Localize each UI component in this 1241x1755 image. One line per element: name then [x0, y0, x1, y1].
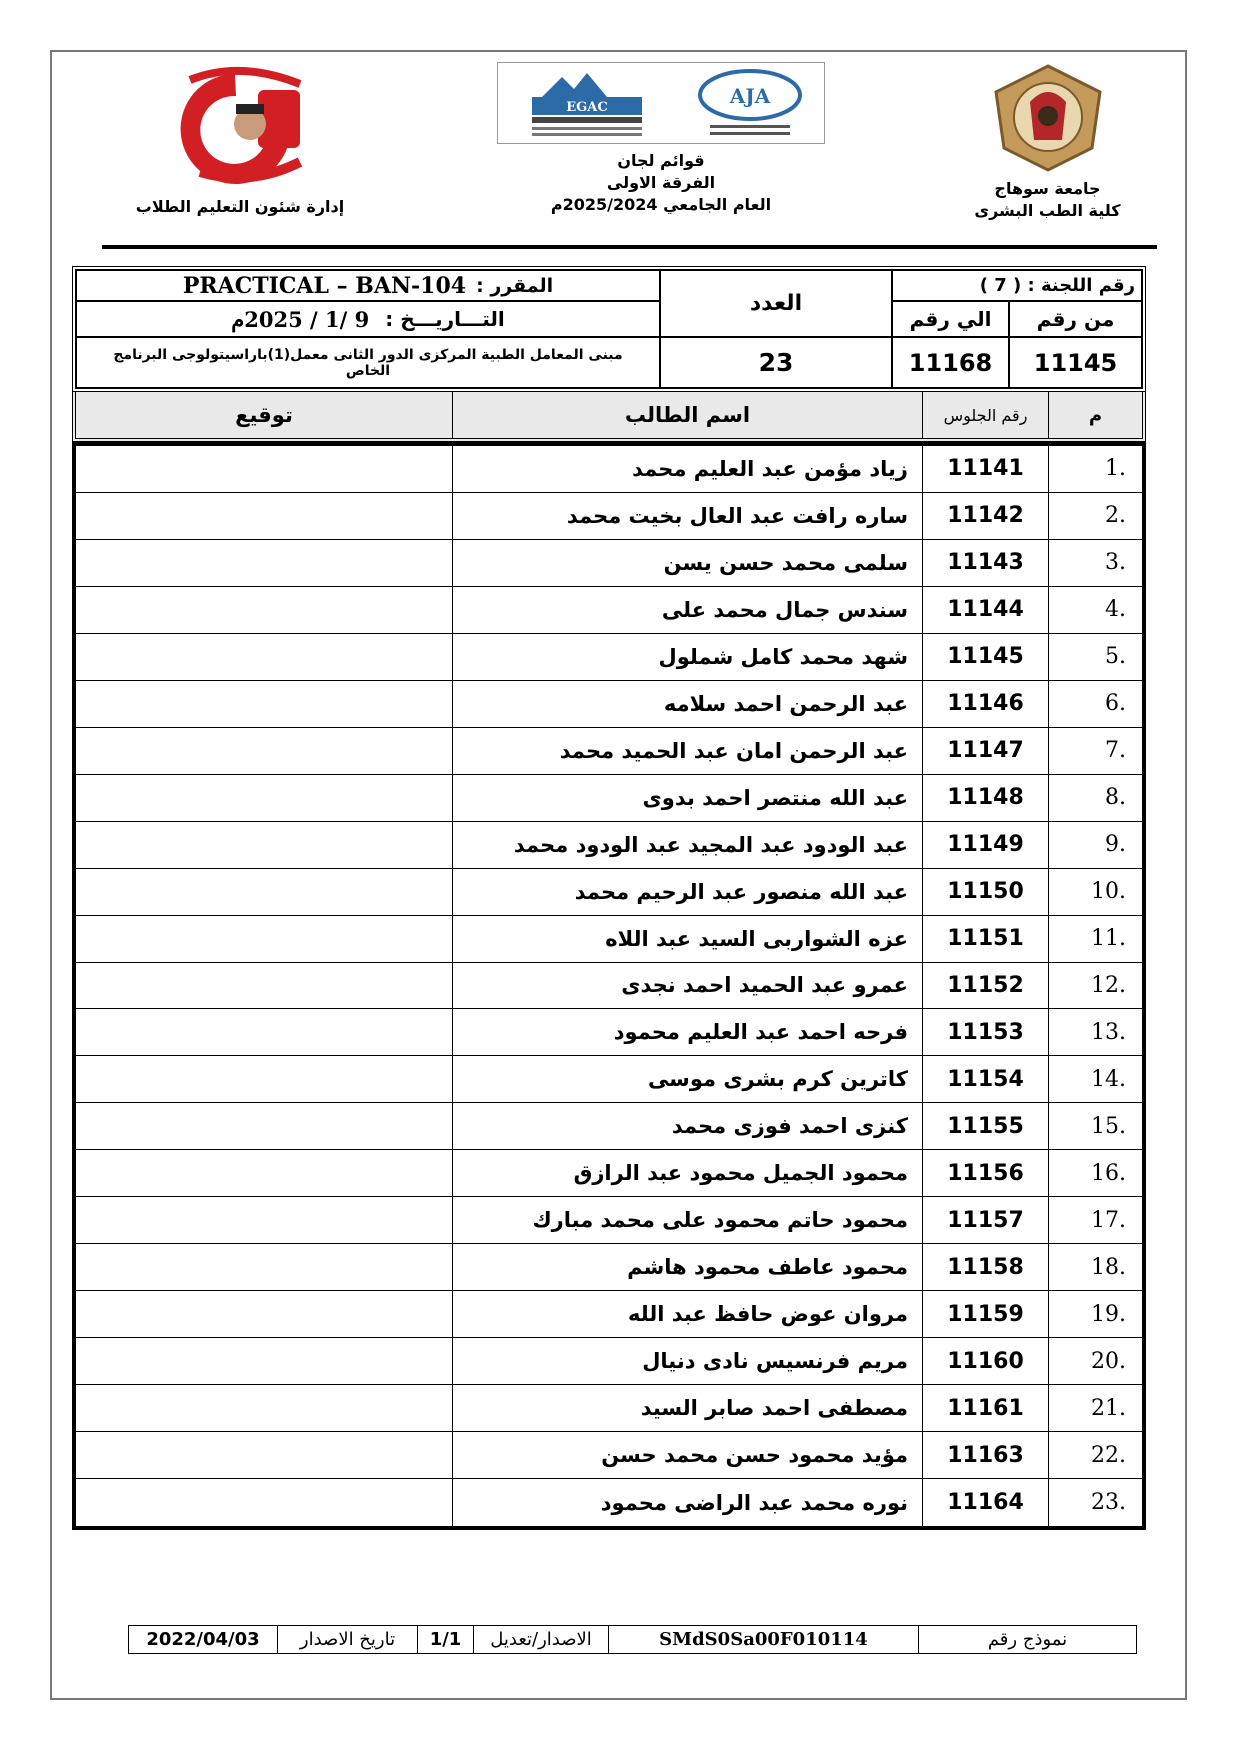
student-name: مروان عوض حافظ عبد الله — [453, 1291, 923, 1337]
row-index: 4. — [1105, 597, 1126, 623]
course-cell — [76, 270, 660, 301]
seat-number: 11149 — [923, 822, 1049, 868]
signature-cell[interactable] — [76, 775, 453, 821]
header-signature: توقيع — [76, 392, 453, 438]
seat-number: 11154 — [923, 1056, 1049, 1102]
table-row — [76, 869, 1142, 916]
header-line-2: الفرقة الاولى — [606, 173, 716, 192]
university-seal-icon — [988, 62, 1108, 174]
faculty-name: كلية الطب البشرى — [974, 201, 1121, 220]
table-row — [76, 1432, 1142, 1479]
header-seat-number: رقم الجلوس — [923, 392, 1049, 438]
signature-cell[interactable] — [76, 1197, 453, 1243]
to-value: 11168 — [892, 337, 1009, 388]
row-index: 6. — [1105, 691, 1126, 717]
signature-cell[interactable] — [76, 822, 453, 868]
row-index: 16. — [1091, 1160, 1126, 1186]
signature-cell[interactable] — [76, 1479, 453, 1526]
signature-cell[interactable] — [76, 1244, 453, 1290]
seat-number: 11158 — [923, 1244, 1049, 1290]
row-index: 3. — [1105, 550, 1126, 576]
row-index: 13. — [1091, 1019, 1126, 1045]
signature-cell[interactable] — [76, 681, 453, 727]
seat-number: 11155 — [923, 1103, 1049, 1149]
row-index: 22. — [1091, 1442, 1126, 1468]
row-index: 5. — [1105, 644, 1126, 670]
exam-location: مبنى المعامل الطبية المركزى الدور الثانى معمل(1)باراسيتولوجى البرنامج الخاص — [76, 337, 660, 388]
signature-cell[interactable] — [76, 634, 453, 680]
seat-number: 11161 — [923, 1385, 1049, 1431]
seat-number: 11152 — [923, 963, 1049, 1009]
seat-number: 11151 — [923, 916, 1049, 962]
signature-cell[interactable] — [76, 1103, 453, 1149]
table-row — [76, 1103, 1142, 1150]
issue-date-value: 2022/04/03 — [146, 1629, 260, 1650]
student-name: مريم فرنسيس نادى دنيال — [453, 1338, 923, 1384]
row-index: 8. — [1105, 785, 1126, 811]
table-row — [76, 728, 1142, 775]
row-index: 7. — [1105, 738, 1126, 764]
aja-logo-icon — [690, 67, 810, 139]
row-index: 10. — [1091, 879, 1126, 905]
from-value: 11145 — [1009, 337, 1142, 388]
student-name: فرحه احمد عبد العليم محمود — [453, 1009, 923, 1055]
accreditation-logos — [497, 62, 825, 144]
table-row — [76, 587, 1142, 634]
table-row — [76, 1291, 1142, 1338]
row-index: 20. — [1091, 1348, 1126, 1374]
signature-cell[interactable] — [76, 446, 453, 492]
seat-number: 11148 — [923, 775, 1049, 821]
table-row — [76, 446, 1142, 493]
student-name: عبد الرحمن احمد سلامه — [453, 681, 923, 727]
student-name: عبد الودود عبد المجيد عبد الودود محمد — [453, 822, 923, 868]
seat-number: 11157 — [923, 1197, 1049, 1243]
center-header — [496, 62, 826, 232]
form-number-label: نموذج رقم — [918, 1626, 1136, 1653]
table-row — [76, 822, 1142, 869]
student-name: عبد الله منصور عبد الرحيم محمد — [453, 869, 923, 915]
exam-info-table — [72, 266, 1146, 392]
course-label: المقرر : — [476, 274, 554, 297]
student-name: محمود حاتم محمود على محمد مبارك — [453, 1197, 923, 1243]
seat-number: 11145 — [923, 634, 1049, 680]
signature-cell[interactable] — [76, 587, 453, 633]
table-row — [76, 1197, 1142, 1244]
seat-number: 11146 — [923, 681, 1049, 727]
signature-cell[interactable] — [76, 1056, 453, 1102]
egac-logo-icon — [512, 67, 662, 139]
signature-cell[interactable] — [76, 916, 453, 962]
table-row — [76, 540, 1142, 587]
from-label: من رقم — [1009, 301, 1142, 337]
signature-cell[interactable] — [76, 1385, 453, 1431]
row-index: 18. — [1091, 1254, 1126, 1280]
seat-number: 11153 — [923, 1009, 1049, 1055]
table-row — [76, 1479, 1142, 1526]
table-row — [76, 1244, 1142, 1291]
seat-number: 11143 — [923, 540, 1049, 586]
seat-number: 11163 — [923, 1432, 1049, 1478]
student-name: مؤيد محمود حسن محمد حسن — [453, 1432, 923, 1478]
student-name: عزه الشواربى السيد عبد اللاه — [453, 916, 923, 962]
date-label: التـــاريـــخ : — [385, 307, 505, 331]
table-header — [72, 392, 1146, 442]
seat-number: 11141 — [923, 446, 1049, 492]
signature-cell[interactable] — [76, 963, 453, 1009]
signature-cell[interactable] — [76, 1009, 453, 1055]
table-row — [76, 1385, 1142, 1432]
row-index: 15. — [1091, 1113, 1126, 1139]
table-row — [76, 681, 1142, 728]
faculty-logo-block — [120, 62, 360, 222]
row-index: 9. — [1105, 832, 1126, 858]
header-divider — [102, 245, 1157, 249]
count-label: العدد — [660, 270, 892, 337]
svg-text:EGAC: EGAC — [566, 100, 608, 115]
count-value: 23 — [660, 337, 892, 388]
student-name: كاترين كرم بشرى موسى — [453, 1056, 923, 1102]
signature-cell[interactable] — [76, 493, 453, 539]
student-name: سلمى محمد حسن يسن — [453, 540, 923, 586]
signature-cell[interactable] — [76, 1150, 453, 1196]
row-index: 23. — [1091, 1490, 1126, 1515]
students-table — [72, 442, 1146, 1530]
student-name: نوره محمد عبد الراضى محمود — [453, 1479, 923, 1526]
seat-number: 11150 — [923, 869, 1049, 915]
form-footer — [128, 1625, 1137, 1654]
row-index: 14. — [1091, 1066, 1126, 1092]
table-row — [76, 1338, 1142, 1385]
row-index: 1. — [1105, 456, 1126, 482]
table-row — [76, 775, 1142, 822]
date-value: 9 /1 / 2025م — [231, 306, 370, 332]
form-number-value: SMdS0Sa00F010114 — [608, 1626, 918, 1653]
issue-date-label: تاريخ الاصدار — [277, 1626, 417, 1653]
svg-text:AJA: AJA — [729, 84, 771, 108]
seat-number: 11164 — [923, 1479, 1049, 1526]
signature-cell[interactable] — [76, 1338, 453, 1384]
table-row — [76, 1150, 1142, 1197]
university-name: جامعة سوهاج — [994, 179, 1101, 198]
student-name: عبد الرحمن امان عبد الحميد محمد — [453, 728, 923, 774]
table-row — [76, 1056, 1142, 1103]
header-student-name: اسم الطالب — [453, 392, 923, 438]
table-row — [76, 963, 1142, 1010]
date-cell — [76, 301, 660, 337]
student-affairs-caption: إدارة شئون التعليم الطلاب — [135, 197, 345, 216]
row-index: 17. — [1091, 1207, 1126, 1233]
signature-cell[interactable] — [76, 540, 453, 586]
to-label: الي رقم — [892, 301, 1009, 337]
seat-number: 11144 — [923, 587, 1049, 633]
student-name: عبد الله منتصر احمد بدوى — [453, 775, 923, 821]
seat-number: 11160 — [923, 1338, 1049, 1384]
signature-cell[interactable] — [76, 1432, 453, 1478]
faculty-logo-icon — [140, 62, 340, 192]
header-line-3: العام الجامعي 2025/2024م — [550, 195, 772, 214]
seat-number: 11147 — [923, 728, 1049, 774]
row-index: 21. — [1091, 1395, 1126, 1421]
table-row — [76, 634, 1142, 681]
row-index: 2. — [1105, 503, 1126, 529]
university-block — [960, 62, 1135, 232]
header-line-1: قوائم لجان — [617, 151, 705, 170]
student-name: زياد مؤمن عبد العليم محمد — [453, 446, 923, 492]
signature-cell[interactable] — [76, 1291, 453, 1337]
row-index: 12. — [1091, 972, 1126, 998]
row-index: 11. — [1091, 926, 1126, 952]
student-name: محمود الجميل محمود عبد الرازق — [453, 1150, 923, 1196]
course-value: PRACTICAL – BAN-104 — [182, 272, 467, 299]
signature-cell[interactable] — [76, 869, 453, 915]
student-name: محمود عاطف محمود هاشم — [453, 1244, 923, 1290]
student-name: سندس جمال محمد على — [453, 587, 923, 633]
signature-cell[interactable] — [76, 728, 453, 774]
student-name: ساره رافت عبد العال بخيت محمد — [453, 493, 923, 539]
student-name: عمرو عبد الحميد احمد نجدى — [453, 963, 923, 1009]
student-name: مصطفى احمد صابر السيد — [453, 1385, 923, 1431]
committee-number: رقم اللجنة : ( 7 ) — [892, 270, 1142, 301]
table-row — [76, 1009, 1142, 1056]
table-row — [76, 916, 1142, 963]
version-value: 1/1 — [417, 1626, 473, 1653]
seat-number: 11142 — [923, 493, 1049, 539]
header-index: م — [1088, 404, 1103, 426]
table-row — [76, 493, 1142, 540]
seat-number: 11156 — [923, 1150, 1049, 1196]
student-name: شهد محمد كامل شملول — [453, 634, 923, 680]
seat-number: 11159 — [923, 1291, 1049, 1337]
row-index: 19. — [1091, 1301, 1126, 1327]
student-name: كنزى احمد فوزى محمد — [453, 1103, 923, 1149]
version-label: الاصدار/تعديل — [473, 1626, 608, 1653]
